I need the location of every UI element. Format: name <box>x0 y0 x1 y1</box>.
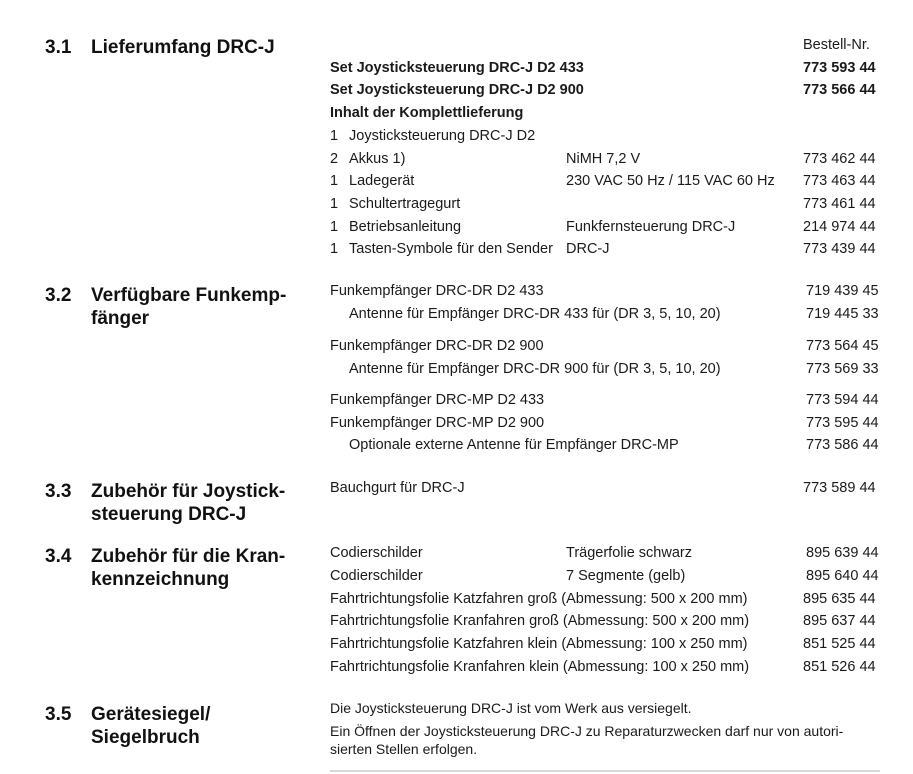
order-number: 773 586 44 <box>806 437 879 453</box>
order-number: 773 463 44 <box>803 173 876 189</box>
order-number: 773 462 44 <box>803 151 876 167</box>
receiver-name: Funkempfänger DRC-DR D2 900 <box>330 338 544 354</box>
seal-text: sierten Stellen erfolgen. <box>330 741 478 757</box>
section-number: 3.3 <box>45 481 72 502</box>
order-number: 895 635 44 <box>803 591 876 607</box>
item-qty: 1 <box>330 128 339 144</box>
item-qty: 1 <box>330 196 339 212</box>
order-number: 895 640 44 <box>806 568 879 584</box>
item-name: Akkus 1) <box>349 151 406 167</box>
order-number: 851 526 44 <box>803 659 876 675</box>
order-number-header: Bestell-Nr. <box>803 37 870 53</box>
receiver-name: Funkempfänger DRC-MP D2 900 <box>330 415 545 431</box>
section-title: Lieferumfang DRC-J <box>91 37 275 58</box>
accessory-name: Fahrtrichtungsfolie Kranfahren groß (Abmessung: 500 x 200 mm) <box>330 613 750 629</box>
item-qty: 1 <box>330 241 339 257</box>
accessory-spec: 7 Segmente (gelb) <box>566 568 686 584</box>
section-number: 3.4 <box>45 546 72 567</box>
order-number: 773 569 33 <box>806 361 879 377</box>
item-spec: DRC-J <box>566 241 610 257</box>
order-number: 214 974 44 <box>803 219 876 235</box>
seal-text: Die Joysticksteuerung DRC-J ist vom Werk aus versiegelt. <box>330 700 692 716</box>
item-name: Betriebsanleitung <box>349 219 462 235</box>
item-name: Joysticksteuerung DRC-J D2 <box>349 128 536 144</box>
antenna-name: Antenne für Empfänger DRC-DR 433 für (DR 3, 5, 10, 20) <box>349 306 721 322</box>
accessory-name: Fahrtrichtungsfolie Katzfahren klein (Abmessung: 100 x 250 mm) <box>330 636 748 652</box>
receiver-name: Funkempfänger DRC-MP D2 433 <box>330 392 545 408</box>
order-number: 773 594 44 <box>806 392 879 408</box>
contents-heading: Inhalt der Komplettlieferung <box>330 105 524 121</box>
order-number: 773 566 44 <box>803 82 876 98</box>
bottom-divider <box>330 770 880 772</box>
order-number: 773 595 44 <box>806 415 879 431</box>
order-number: 719 439 45 <box>806 283 879 299</box>
order-number: 895 637 44 <box>803 613 876 629</box>
antenna-name: Antenne für Empfänger DRC-DR 900 für (DR 3, 5, 10, 20) <box>349 361 721 377</box>
accessory-name: Bauchgurt für DRC-J <box>330 480 465 496</box>
accessory-name: Codierschilder <box>330 545 423 561</box>
order-number: 773 461 44 <box>803 196 876 212</box>
set-name: Set Joysticksteuerung DRC-J D2 433 <box>330 60 584 76</box>
section-number: 3.5 <box>45 704 72 725</box>
item-name: Ladegerät <box>349 173 415 189</box>
antenna-name: Optionale externe Antenne für Empfänger DRC-MP <box>349 437 679 453</box>
accessory-spec: Trägerfolie schwarz <box>566 545 692 561</box>
item-name: Tasten-Symbole für den Sender <box>349 241 553 257</box>
item-spec: Funkfernsteuerung DRC-J <box>566 219 736 235</box>
section-title: Zubehör für die Kran- kennzeichnung <box>91 546 286 590</box>
order-number: 773 589 44 <box>803 480 876 496</box>
set-name: Set Joysticksteuerung DRC-J D2 900 <box>330 82 584 98</box>
section-number: 3.1 <box>45 37 72 58</box>
item-spec: NiMH 7,2 V <box>566 151 641 167</box>
item-qty: 1 <box>330 173 339 189</box>
item-name: Schultertragegurt <box>349 196 461 212</box>
item-qty: 2 <box>330 151 339 167</box>
order-number: 773 564 45 <box>806 338 879 354</box>
item-qty: 1 <box>330 219 339 235</box>
item-spec: 230 VAC 50 Hz / 115 VAC 60 Hz <box>566 173 775 189</box>
section-title: Verfügbare Funkemp- fänger <box>91 285 287 329</box>
section-title: Zubehör für Joystick- steuerung DRC-J <box>91 481 286 525</box>
receiver-name: Funkempfänger DRC-DR D2 433 <box>330 283 544 299</box>
order-number: 719 445 33 <box>806 306 879 322</box>
accessory-name: Fahrtrichtungsfolie Kranfahren klein (Abmessung: 100 x 250 mm) <box>330 659 750 675</box>
accessory-name: Codierschilder <box>330 568 423 584</box>
order-number: 773 439 44 <box>803 241 876 257</box>
section-number: 3.2 <box>45 285 72 306</box>
order-number: 851 525 44 <box>803 636 876 652</box>
section-title: Gerätesiegel/ Siegelbruch <box>91 704 211 748</box>
order-number: 773 593 44 <box>803 60 876 76</box>
accessory-name: Fahrtrichtungsfolie Katzfahren groß (Abmessung: 500 x 200 mm) <box>330 591 748 607</box>
order-number: 895 639 44 <box>806 545 879 561</box>
seal-text: Ein Öffnen der Joysticksteuerung DRC-J zu Reparaturzwecken darf nur von autori- <box>330 723 844 739</box>
